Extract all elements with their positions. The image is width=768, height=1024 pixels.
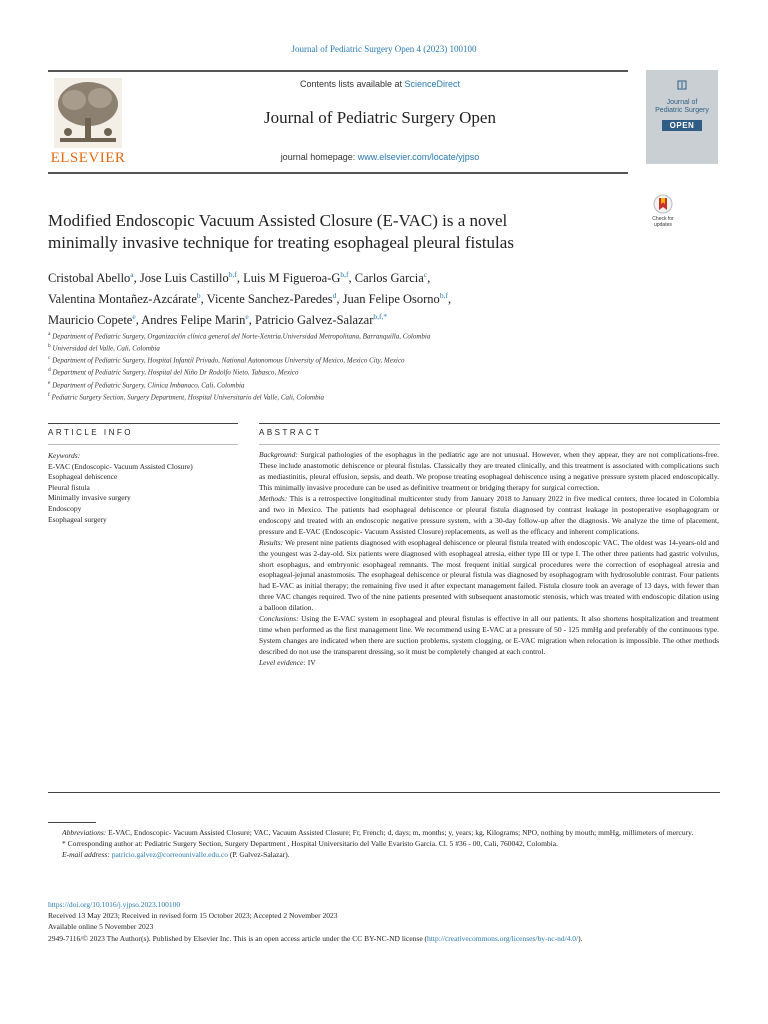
sciencedirect-link[interactable]: ScienceDirect bbox=[404, 79, 461, 89]
conclusions-label: Conclusions: bbox=[259, 614, 299, 624]
abstract-subrule bbox=[259, 444, 720, 445]
license-line bbox=[48, 933, 720, 944]
methods-label: Methods: bbox=[259, 493, 288, 503]
keyword: Minimally invasive surgery bbox=[48, 493, 131, 503]
author-name[interactable]: Jose Luis Castillo bbox=[139, 271, 229, 286]
cover-open-badge: OPEN bbox=[662, 120, 703, 131]
publication-info bbox=[48, 899, 720, 944]
contents-prefix: Contents lists available at bbox=[299, 79, 405, 89]
journal-title: Journal of Pediatric Surgery Open bbox=[264, 108, 496, 127]
affiliation-key: a bbox=[48, 331, 51, 337]
author-name[interactable]: Carlos Garcia bbox=[354, 271, 424, 286]
abstract-body bbox=[259, 450, 719, 669]
author-affiliation-mark[interactable]: d bbox=[332, 291, 337, 301]
license-text: 2949-7116/© 2023 The Author(s). Published by Elsevier Inc. This is an open access article under the CC BY-NC-ND license ( bbox=[48, 933, 428, 943]
contents-line bbox=[140, 79, 620, 89]
author-name[interactable]: Mauricio Copete bbox=[48, 313, 133, 328]
affiliation-item bbox=[48, 354, 668, 366]
author-name[interactable]: Valentina Montañez-Azcárate bbox=[48, 292, 197, 307]
affiliation-key: d bbox=[48, 367, 51, 374]
affiliation-key: e bbox=[48, 379, 51, 386]
journal-cover[interactable] bbox=[646, 70, 718, 164]
check-updates-icon bbox=[653, 194, 673, 214]
elsevier-logo[interactable] bbox=[48, 78, 128, 166]
abstract-level-evidence bbox=[259, 658, 719, 669]
header-bottom-rule bbox=[48, 172, 628, 174]
affiliation-text: Universidad del Valle, Cali, Colombia bbox=[52, 344, 160, 353]
conclusions-text: Using the E-VAC system in esophageal and pleural fistulas is effective in all our patients. It also shortens hospitalization and treatment time when performed as the first management line. We recommend using E-VAC at a pressure of 50 - 125 mmHg and preferably of the continuous type. System changes are indicated when there are suction problems, system clogging, or E-VAC migration when relocation is impossible. The other methods described do not use the transparent dressing, so it must be completely changed at each control. bbox=[259, 614, 719, 657]
keyword: Esophageal surgery bbox=[48, 514, 107, 524]
abbreviations-text: E-VAC, Endoscopic- Vacuum Assisted Closure; VAC, Vacuum Assisted Closure; Fr, French; d, days; m, months; y, years; kg, Kilograms; NPO, nothing by mouth; mmHg, millimeters of mercury. bbox=[108, 828, 694, 837]
article-title bbox=[48, 210, 608, 254]
affiliation-text: Department of Pediatric Surgery, Hospital del Niño Dr Rodolfo Nieto, Tabasco, Mexico bbox=[52, 368, 299, 377]
article-info-heading: ARTICLE INFO bbox=[48, 428, 133, 437]
author-name[interactable]: Vicente Sanchez-Paredes bbox=[206, 292, 333, 307]
corresponding-author-note: * Corresponding author at: Pediatric Surgery Section, Surgery Department , Hospital Universitario del Valle Evaristo Garcia. Cl. 5 #36 - 00, Cali, 760042, Colombia. bbox=[62, 839, 558, 849]
keywords-block bbox=[48, 451, 238, 525]
keyword: E-VAC (Endoscopic- Vacuum Assisted Closure) bbox=[48, 461, 193, 471]
check-updates-label2: updates bbox=[654, 222, 672, 228]
affiliation-list bbox=[48, 330, 668, 403]
author-name[interactable]: Cristobal Abello bbox=[48, 271, 131, 286]
author-name[interactable]: Andres Felipe Marin bbox=[141, 313, 246, 328]
affiliation-text: Department of Pediatric Surgery, Organización clínica general del Norte-Xentria.Universidad Metropolitana, Barranquilla, Colombia bbox=[52, 332, 431, 341]
abstract-conclusions bbox=[259, 614, 719, 658]
affiliation-key: b bbox=[48, 343, 51, 350]
affiliation-item bbox=[48, 366, 668, 378]
author-affiliation-mark[interactable]: b,f bbox=[439, 291, 448, 301]
abstract-bottom-rule bbox=[48, 792, 720, 793]
header-top-rule bbox=[48, 70, 628, 72]
email-label: E-mail address: bbox=[62, 850, 110, 860]
cover-title-line2: Pediatric Surgery bbox=[655, 107, 709, 114]
check-for-updates-button[interactable] bbox=[646, 194, 680, 228]
abstract-methods bbox=[259, 494, 719, 538]
author-affiliation-mark[interactable]: b,f bbox=[340, 270, 349, 279]
results-label: Results: bbox=[259, 537, 284, 547]
affiliation-text: Department of Pediatric Surgery, Hospital Infantil Privado, National Autonomous University of Mexico, Mexico City, Mexico bbox=[52, 356, 405, 365]
article-title-line1: Modified Endoscopic Vacuum Assisted Closure (E-VAC) is a novel bbox=[48, 211, 508, 230]
methods-text: This is a retrospective longitudinal multicenter study from January 2018 to January 2022 in five medical centers, three located in Colombia and two in Mexico. The patients had esophageal dehiscence or pleural fistula diagnosed by contrast leakage in postoperative esophagogram or endoscopy and treated with an endoscopic negative pressure system, with a 30-day follow-up after the diagnosis. We analyze the time of placement, pressure and E-VAC (Endoscopic- Vacuum Assisted Closure) replacements, as well as the efficacy and inherent complications. bbox=[259, 493, 719, 536]
abbreviations-note bbox=[48, 827, 720, 838]
homepage-link[interactable]: www.elsevier.com/locate/yjpso bbox=[357, 152, 480, 162]
check-updates-label1: Check for bbox=[652, 216, 674, 222]
received-dates: Received 13 May 2023; Received in revised form 15 October 2023; Accepted 2 November 2023 bbox=[48, 911, 338, 921]
email-link[interactable]: patricio.galvez@correounivalle.edu.co bbox=[111, 850, 228, 860]
author-name[interactable]: Juan Felipe Osorno bbox=[342, 292, 440, 307]
available-online-date: Available online 5 November 2023 bbox=[48, 922, 154, 932]
doi-link[interactable]: https://doi.org/10.1016/j.yjpso.2023.100100 bbox=[48, 900, 181, 909]
footnote-rule bbox=[48, 822, 96, 823]
abbreviations-label: Abbreviations: bbox=[62, 828, 107, 837]
cover-title-line1: Journal of bbox=[666, 99, 698, 106]
author-name[interactable]: Luis M Figueroa-G bbox=[243, 271, 341, 286]
article-title-line2: minimally invasive technique for treating esophageal pleural fistulas bbox=[48, 233, 514, 252]
author-name[interactable]: Patricio Galvez-Salazar bbox=[255, 313, 374, 328]
article-info-subrule bbox=[48, 444, 238, 445]
level-evidence-label: Level evidence: bbox=[259, 658, 306, 668]
author-affiliation-mark[interactable]: c bbox=[423, 270, 428, 279]
background-text: Surgical pathologies of the esophagus in the pediatric age are not unusual. However, when they appear, they are not complications-free. These include anastomotic dehiscence or pleural fistulas. Classically they are treated clinically, and this treatment is associated with complications such as mediastinitis, pleural effusion, sepsis, and death. We propose treating esophageal dehiscence using a negative pressure system placed endoscopically. This minimally invasive procedure can be used as definitive treatment or bridging therapy for surgical correction. bbox=[259, 450, 719, 492]
article-info-rule bbox=[48, 423, 238, 424]
license-link[interactable]: http://creativecommons.org/licenses/by-nc-nd/4.0/ bbox=[427, 933, 579, 943]
homepage-prefix: journal homepage: bbox=[280, 152, 358, 162]
keyword: Pleural fistula bbox=[48, 482, 90, 492]
elsevier-tree-icon bbox=[54, 78, 122, 148]
abstract-heading: ABSTRACT bbox=[259, 428, 322, 437]
journal-citation[interactable]: Journal of Pediatric Surgery Open 4 (2023) 100100 bbox=[291, 44, 477, 54]
results-text: We present nine patients diagnosed with esophageal dehiscence or pleural fistula treated with endoscopic VAC. The oldest was 14-years-old and the youngest was 2-day-old. Six patients were diagnosed with esophageal atresia, either type III or type I. The other three patients had gastric volvulus, short esophagus, and embryonic esophageal remnants. The most frequent initial surgical procedures were the correction of esophageal atresia and esophageal-jejunal anastomosis. The esophageal dehiscence or pleural fistula was diagnosed by esophagogram with hydrosoluble contrast. Four patients had E-VAC as initial therapy; the remaining five used it after expectant management failed. Fistula closure took an average of 13 days, with fewer than three VAC changes required. Two of the nine patients presented with subsequent anastomotic stenosis, which was treated with endoscopic dilation using a balloon dilation. bbox=[259, 537, 719, 613]
author-affiliation-mark[interactable]: b,f,* bbox=[373, 312, 388, 322]
email-suffix: (P. Galvez-Salazar). bbox=[227, 850, 290, 860]
author-affiliation-mark[interactable]: b,f bbox=[228, 270, 237, 279]
keyword: Endoscopy bbox=[48, 503, 82, 513]
author-affiliation-mark[interactable]: b bbox=[196, 291, 201, 301]
affiliation-text: Department of Pediatric Surgery, Clinica Imbanaco, Cali, Colombia bbox=[52, 380, 245, 389]
homepage-line bbox=[140, 152, 620, 162]
email-note bbox=[48, 849, 720, 860]
affiliation-key: f bbox=[48, 391, 50, 398]
keywords-label: Keywords: bbox=[48, 451, 81, 460]
abstract-background bbox=[259, 450, 719, 494]
author-affiliation-mark[interactable]: e bbox=[132, 312, 136, 322]
author-affiliation-mark[interactable]: a bbox=[130, 270, 134, 279]
footnotes bbox=[48, 827, 720, 861]
affiliation-item bbox=[48, 391, 668, 403]
elsevier-wordmark: ELSEVIER bbox=[50, 150, 126, 166]
cover-emblem-icon bbox=[677, 80, 687, 90]
affiliation-item bbox=[48, 342, 668, 354]
license-suffix: ). bbox=[578, 933, 583, 943]
level-evidence-value: IV bbox=[307, 658, 316, 668]
abstract-results bbox=[259, 538, 719, 615]
affiliation-text: Pediatric Surgery Section, Surgery Department, Hospital Universitario del Valle, Cali, Colombia bbox=[51, 392, 325, 401]
background-label: Background: bbox=[259, 450, 298, 459]
keyword: Esophageal dehiscence bbox=[48, 472, 118, 482]
affiliation-item bbox=[48, 379, 668, 391]
affiliation-item bbox=[48, 330, 668, 342]
author-affiliation-mark[interactable]: e bbox=[245, 312, 249, 322]
affiliation-key: c bbox=[48, 355, 51, 362]
author-list: Cristobal Abello$^a$, Jose Luis Castillo$^{b,f}$, Luis M Figueroa-$G^{b,f}$, Carlos Garcia$^c$, Valentina Montañez-Azcárate$^b$, Vicente Sanchez-Paredes$^d$, Juan Felipe Osorno$^{b,f}$, Mauricio Copete$^e$, Andres Felipe Marin$^e$, Patricio Galvez-Salazar$^{b,f,*}$ bbox=[48, 270, 452, 328]
abstract-rule bbox=[259, 423, 720, 424]
